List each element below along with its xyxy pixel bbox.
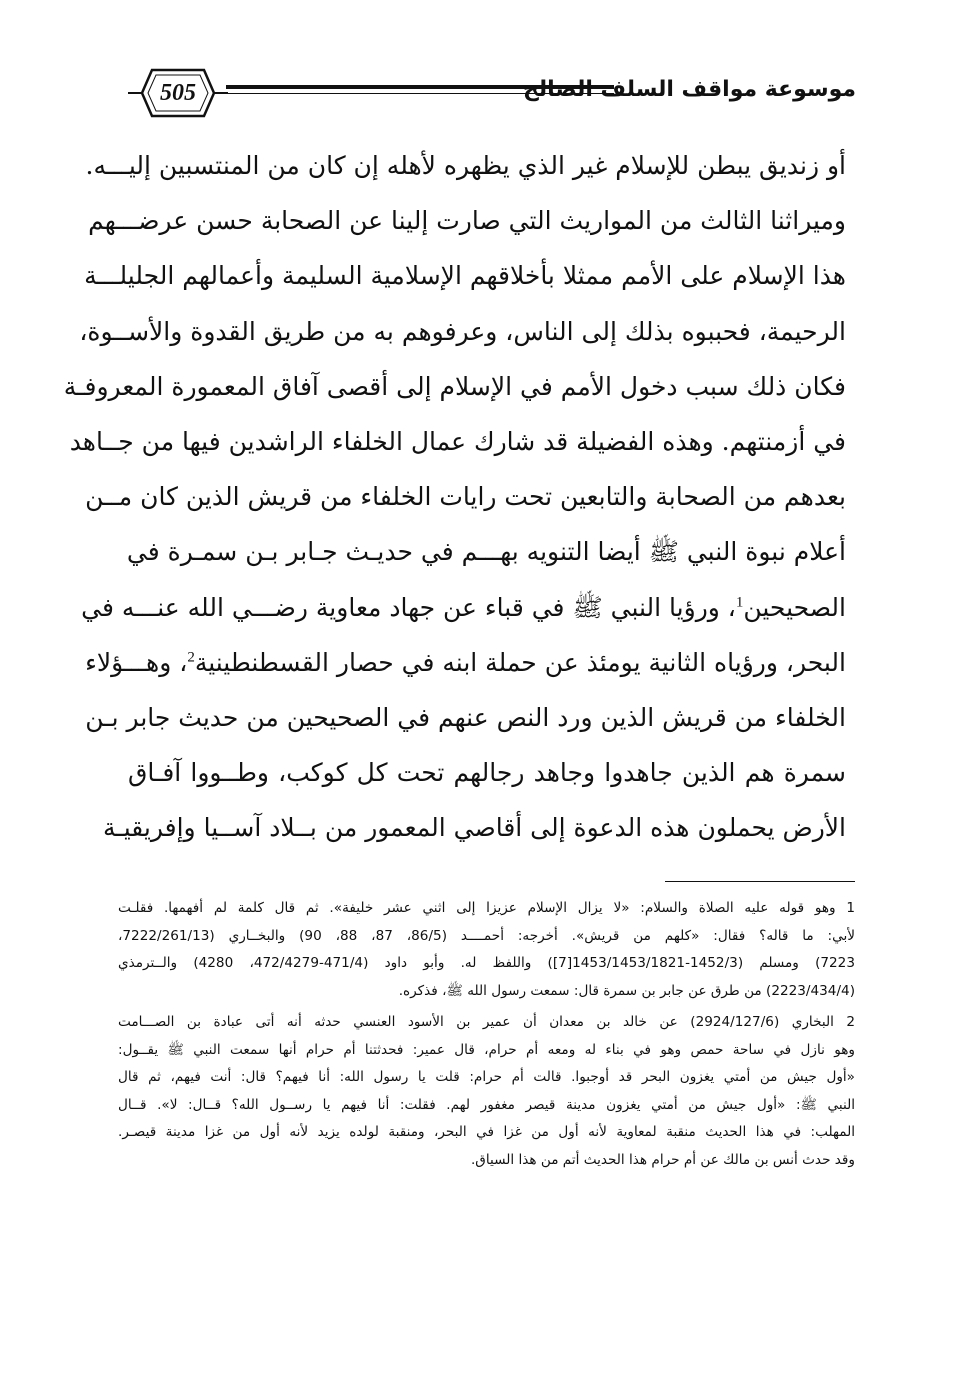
body-line-segment: ، وهـــؤلاء	[85, 647, 188, 677]
body-text	[63, 138, 846, 855]
footnote-marker-1[interactable]: 1	[735, 594, 744, 611]
body-line: أو زنديق يبطن للإسلام غير الذي يظهره لأهله إن كان من المنتسبين إليـــه.	[85, 151, 846, 180]
footnote-line: 2 البخاري (2924/127/6) عن خالد بن معدان أن عمير بن الأسود العنسي حدثه أنه أتى عبادة بن الصـــامت	[118, 1014, 855, 1030]
body-line: وميراثنا الثالث من المواريث التي صارت إلينا عن الصحابة حسن عرضـــهم	[88, 206, 846, 236]
body-line-with-footnote-2	[85, 635, 846, 690]
page-number-badge	[128, 64, 228, 122]
footnote-line: المهلب: في هذا الحديث منقبة لمعاوية لأنه أول من غزا في البحر، ومنقبة لولده يزيد لأنه أول من غزا مدينة قيصـر.	[118, 1124, 855, 1140]
footnote-line: «أول جيش من أمتي يغزون البحر قد أوجبوا. قالت أم حرام: قلت يا رسول الله: أنا فيهم؟ قال: أنت فيهم، ثم قال	[118, 1069, 855, 1085]
body-line: الأرض يحملون هذه الدعوة إلى أقاصي المعمور من بــلاد آســيا وإفريقيـة	[102, 813, 846, 843]
footnote-marker-2[interactable]: 2	[187, 649, 195, 666]
footnote-line: (2223/434/4) من طرق عن جابر بن سمرة قال: سمعت رسول الله ﷺ، فذكره.	[398, 982, 855, 999]
body-line-with-footnote-1	[81, 580, 846, 635]
body-line: بعدهم من الصحابة والتابعين تحت رايات الخلفاء من قريش الذين كان مــن	[85, 482, 846, 512]
page-number: 505	[160, 80, 196, 106]
body-line-segment: البحر، ورؤياه الثانية يومئذ عن حملة ابنه في حصار القسطنطينية	[194, 647, 846, 677]
footnote-line: وهو نازل في ساحة حمص وهو في بناء له ومعه أم حرام، قال عمير: فحدثتنا أم حرام أنها سمعت النبي ﷺ يقــول:	[118, 1041, 855, 1058]
body-line: فكان ذلك سبب دخول الأمم في الإسلام إلى أقصى آفاق المعمورة المعروفـة	[63, 371, 846, 401]
body-line: هذا الإسلام على الأمم ممثلا بأخلاقهم الإسلامية السليمة وأعمالهم الجليلـــة	[84, 261, 846, 291]
body-line: الرحيمة، فحببوه بذلك إلى الناس، وعرفوهم به من طريق القدوة والأســوة،	[79, 316, 846, 346]
footnote-1	[118, 895, 855, 1005]
body-line-segment: الصحيحين	[743, 592, 846, 622]
footnote-2	[118, 1009, 855, 1174]
footnote-line: النبي ﷺ: «أول جيش من أمتي يغزون مدينة قيصر مغفور لهم. فقلت: أنا فيهم يا رســول الله؟ قــال: لا». قــال	[118, 1096, 855, 1113]
footnote-separator	[665, 881, 855, 882]
footnote-line: 1 وهو قوله عليه الصلاة والسلام: «لا يزال الإسلام عزيزا إلى اثني عشر خليفة». ثم قال كلمة لم أفهمها. فقلـت	[118, 900, 855, 916]
body-line: أعلام نبوة النبي ﷺ أيضا التنويه بهـــم في حديـث جـابر بـن سمـرة في	[126, 537, 846, 567]
series-title: موسوعة مواقف السلف الصالح	[523, 77, 856, 102]
footnotes	[118, 895, 855, 1174]
footnote-line: لأبي: ما قاله؟ فقال: «كلهم من قريش». أخرجه: أحمــــد (86/5، 87، 88، 90) والبخــاري (7222/261/13،	[118, 927, 855, 944]
body-line: سمرة هم الذين جاهدوا وجاهد رجالهم تحت كل كوكب، وطــووا آفـاق	[128, 758, 846, 788]
footnote-line: 7223) ومسلم (1452/3-1453/1453/1821[7]) واللفظ له. وأبو داود (471/4-472/4279، 4280) والــترمذي	[118, 955, 855, 971]
page-header	[118, 64, 856, 122]
body-line-segment: ، ورؤيا النبي ﷺ في قباء عن جهاد معاوية رضـــي الله عنـــه في	[81, 592, 736, 622]
footnote-line: وقد حدث أنس بن مالك عن أم حرام هذا الحديث أتم من هذا السياق.	[470, 1151, 855, 1168]
body-line: في أزمنتهم. وهذه الفضيلة قد شارك عمال الخلفاء الراشدين فيها من جــاهد	[69, 426, 846, 456]
body-line: الخلفاء من قريش الذين ورد النص عنهم في الصحيحين من حديث جابر بـن	[85, 702, 846, 732]
